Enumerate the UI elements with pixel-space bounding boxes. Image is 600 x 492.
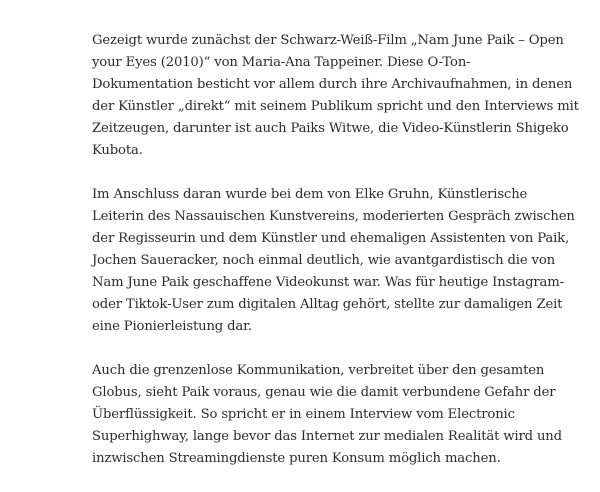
paragraph-discussion: [92, 184, 575, 338]
text-line: inzwischen Streamingdienste puren Konsum möglich machen.: [92, 451, 501, 466]
text-line: Im Anschluss daran wurde bei dem von Elke Gruhn, Künstlerische: [92, 187, 528, 202]
text-line: Kubota.: [92, 143, 143, 158]
text-line: Auch die grenzenlose Kommunikation, verbreitet über den gesamten: [92, 363, 545, 378]
paragraph-communication: [92, 360, 562, 470]
text-line: oder Tiktok-User zum digitalen Alltag gehört, stellte zur damaligen Zeit: [92, 297, 563, 312]
text-line: Superhighway, lange bevor das Internet zur medialen Realität wird und: [92, 429, 562, 444]
text-line: Jochen Saueracker, noch einmal deutlich, wie avantgardistisch die von: [92, 253, 555, 268]
text-line: Dokumentation besticht vor allem durch ihre Archivaufnahmen, in denen: [92, 77, 573, 92]
text-line: Zeitzeugen, darunter ist auch Paiks Witwe, die Video-Künstlerin Shigeko: [92, 121, 569, 136]
text-line: Globus, sieht Paik voraus, genau wie die damit verbundene Gefahr der: [92, 385, 556, 400]
text-line: eine Pionierleistung dar.: [92, 319, 252, 334]
text-line: der Künstler „direkt“ mit seinem Publikum spricht und den Interviews mit: [92, 99, 579, 114]
text-line: Überflüssigkeit. So spricht er in einem Interview vom Electronic: [92, 407, 515, 422]
text-line: Gezeigt wurde zunächst der Schwarz-Weiß-Film „Nam June Paik – Open: [92, 33, 564, 48]
paragraph-film-screening: [92, 30, 579, 162]
text-line: your Eyes (2010)“ von Maria-Ana Tappeiner. Diese O-Ton-: [92, 55, 471, 70]
article-body: [92, 30, 579, 492]
text-line: Leiterin des Nassauischen Kunstvereins, moderierten Gespräch zwischen: [92, 209, 575, 224]
text-line: Nam June Paik geschaffene Videokunst war. Was für heutige Instagram-: [92, 275, 564, 290]
text-line: der Regisseurin und dem Künstler und ehemaligen Assistenten von Paik,: [92, 231, 570, 246]
